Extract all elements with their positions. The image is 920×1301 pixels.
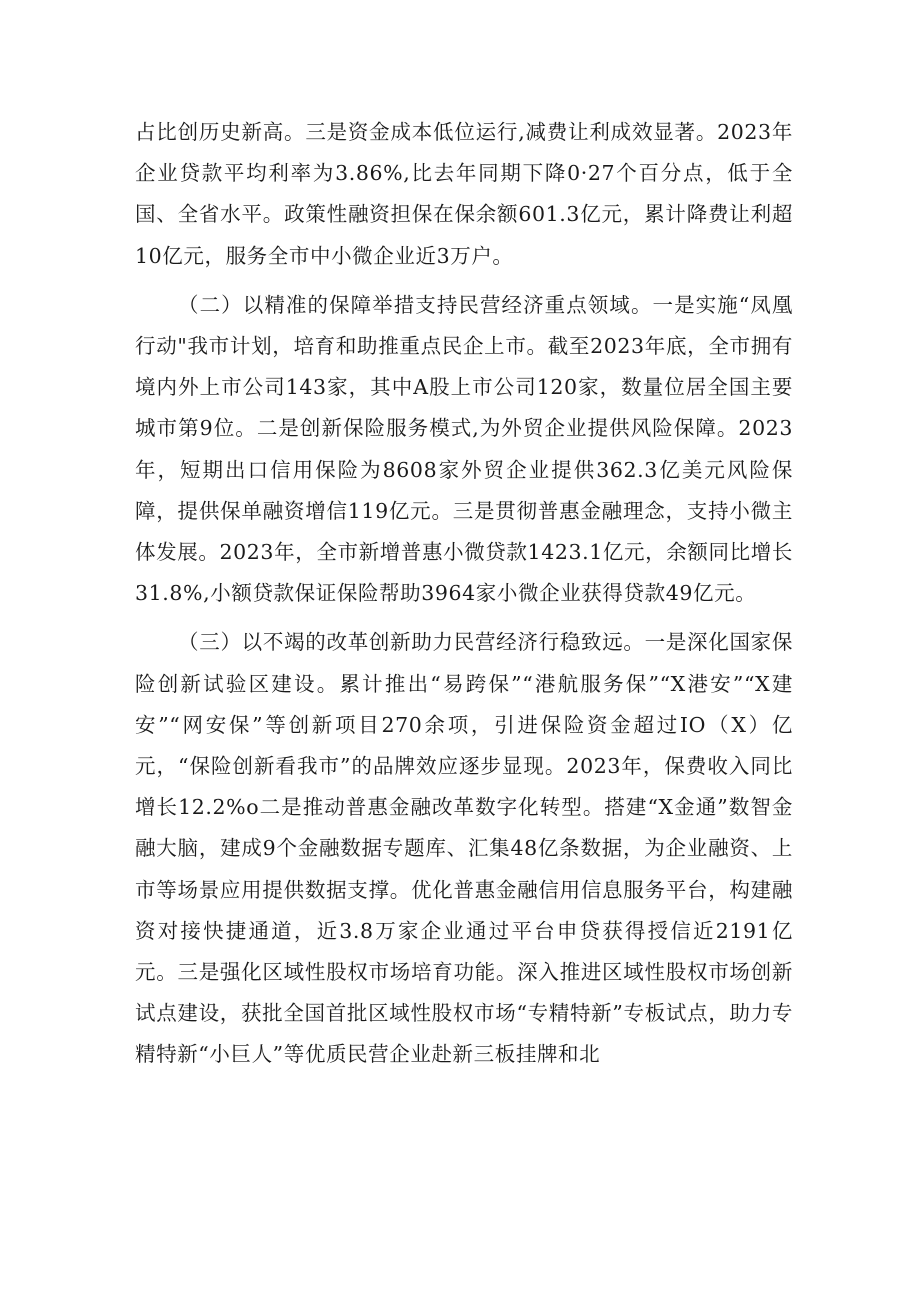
paragraph-3: （三）以不竭的改革创新助力民营经济行稳致远。一是深化国家保险创新试验区建设。累计推出“易跨保”“港航服务保”“X港安”“X建安”“网安保”等创新项目270余项，引进保险资金超过IO（X）亿元，“保险创新看我市”的品牌效应逐步显现。2023年，保费收入同比增长12.2%o二是推动普惠金融改革数字化转型。搭建“X金通”数智金融大脑，建成9个金融数据专题库、汇集48亿条数据，为企业融资、上市等场景应用提供数据支撑。优化普惠金融信用信息服务平台，构建融资对接快捷通道，近3.8万家企业通过平台申贷获得授信近2191亿元。三是强化区域性股权市场培育功能。深入推进区域性股权市场创新试点建设，获批全国首批区域性股权市场“专精特新”专板试点，助力专精特新“小巨人”等优质民营企业赴新三板挂牌和北 <box>135 630 793 1067</box>
paragraph-2: （二）以精准的保障举措支持民营经济重点领域。一是实施“凤凰行动"我市计划，培育和助推重点民企上市。截至2023年底，全市拥有境内外上市公司143家，其中A股上市公司120家，数量位居全国主要城市第9位。二是创新保险服务模式,为外贸企业提供风险保障。2023年，短期出口信用保险为8608家外贸企业提供362.3亿美元风险保障，提供保单融资增信119亿元。三是贯彻普惠金融理念，支持小微主体发展。2023年，全市新增普惠小微贷款1423.1亿元，余额同比增长31.8%,小额贷款保证保险帮助3964家小微企业获得贷款49亿元。 <box>135 292 793 606</box>
document-body <box>135 112 793 1084</box>
paragraph-1: 占比创历史新高。三是资金成本低位运行,减费让利成效显著。2023年企业贷款平均利率为3.86%,比去年同期下降0·27个百分点，低于全国、全省水平。政策性融资担保在保余额601.3亿元，累计降费让利超10亿元，服务全市中小微企业近3万户。 <box>135 120 793 268</box>
